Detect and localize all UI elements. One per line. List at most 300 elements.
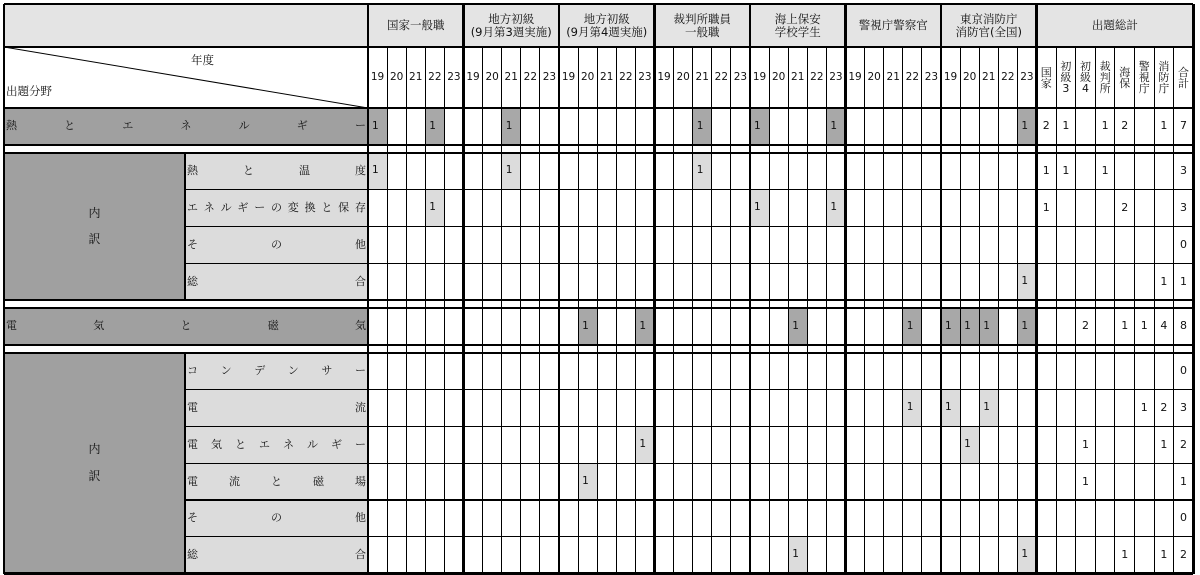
data-cell	[998, 463, 1017, 500]
data-cell	[540, 308, 559, 345]
data-cell: 1	[1017, 308, 1036, 345]
data-cell	[444, 353, 463, 390]
data-cell	[521, 153, 540, 190]
data-cell	[769, 153, 788, 190]
data-cell	[1017, 353, 1036, 390]
data-cell: 1	[788, 308, 807, 345]
data-cell: 1	[826, 190, 845, 227]
data-cell	[444, 537, 463, 574]
exam-group-header: 東京消防庁 消防官(全国)	[941, 4, 1037, 47]
data-cell	[578, 500, 597, 537]
year-header: 22	[712, 47, 731, 108]
data-cell	[559, 426, 578, 463]
grid-line	[902, 47, 903, 574]
total-cell	[1154, 190, 1174, 227]
data-cell	[998, 537, 1017, 574]
total-cell	[1056, 353, 1076, 390]
data-cell	[807, 108, 826, 145]
total-cell	[1037, 353, 1057, 390]
data-cell	[769, 226, 788, 263]
data-cell	[597, 426, 616, 463]
data-cell	[655, 390, 674, 427]
grid-line	[3, 4, 6, 574]
grid-line	[578, 47, 579, 574]
data-cell	[731, 353, 750, 390]
data-cell: 1	[1017, 263, 1036, 300]
total-cell: 1	[1095, 153, 1115, 190]
grid-line	[597, 47, 598, 574]
grid-line	[1075, 47, 1076, 574]
grid-line	[185, 389, 1193, 390]
total-cell	[1076, 108, 1096, 145]
data-cell	[807, 463, 826, 500]
data-cell	[998, 263, 1017, 300]
total-cell: 2	[1174, 537, 1194, 574]
data-cell	[444, 500, 463, 537]
data-cell	[788, 463, 807, 500]
data-cell	[941, 353, 960, 390]
data-cell	[521, 308, 540, 345]
data-cell	[655, 190, 674, 227]
data-cell	[635, 390, 654, 427]
total-cell	[1115, 463, 1135, 500]
data-cell	[387, 108, 406, 145]
grid-line	[501, 47, 502, 574]
data-cell	[922, 390, 941, 427]
data-cell	[635, 263, 654, 300]
data-cell	[406, 463, 425, 500]
data-cell	[655, 500, 674, 537]
data-cell	[769, 263, 788, 300]
data-cell	[444, 263, 463, 300]
data-cell	[425, 153, 444, 190]
data-cell	[387, 426, 406, 463]
data-cell: 1	[693, 153, 712, 190]
data-cell	[712, 190, 731, 227]
data-cell	[826, 353, 845, 390]
data-cell	[674, 108, 693, 145]
total-cell	[1076, 537, 1096, 574]
data-cell	[941, 153, 960, 190]
data-cell	[616, 426, 635, 463]
total-cell	[1056, 263, 1076, 300]
data-cell	[368, 190, 387, 227]
data-cell	[578, 353, 597, 390]
grid-line	[653, 4, 656, 574]
data-cell	[941, 263, 960, 300]
data-cell	[846, 108, 865, 145]
total-cell	[1115, 226, 1135, 263]
data-cell	[635, 353, 654, 390]
data-cell	[903, 226, 922, 263]
grid-line	[367, 4, 370, 574]
data-cell	[922, 108, 941, 145]
year-header: 23	[1017, 47, 1036, 108]
data-cell	[674, 426, 693, 463]
data-cell	[884, 463, 903, 500]
data-cell	[483, 108, 502, 145]
data-cell	[444, 108, 463, 145]
data-cell	[1017, 226, 1036, 263]
total-cell: 1	[1115, 537, 1135, 574]
data-cell	[425, 226, 444, 263]
data-cell	[960, 108, 979, 145]
data-cell	[884, 500, 903, 537]
data-cell	[884, 537, 903, 574]
total-cell	[1037, 426, 1057, 463]
total-cell	[1115, 353, 1135, 390]
data-cell	[540, 263, 559, 300]
data-cell	[597, 390, 616, 427]
data-cell	[826, 226, 845, 263]
total-cell	[1135, 463, 1155, 500]
data-cell: 1	[502, 153, 521, 190]
data-cell	[826, 426, 845, 463]
data-cell	[750, 500, 769, 537]
grid-line	[979, 47, 980, 574]
exam-group-header: 警視庁警察官	[846, 4, 942, 47]
data-cell	[444, 153, 463, 190]
data-cell	[693, 353, 712, 390]
grid-line	[998, 47, 999, 574]
grid-line	[185, 226, 1193, 227]
total-cell: 1	[1154, 426, 1174, 463]
total-cell	[1076, 353, 1096, 390]
data-cell	[368, 463, 387, 500]
data-cell: 1	[979, 390, 998, 427]
data-cell	[712, 537, 731, 574]
data-cell	[941, 500, 960, 537]
data-cell	[712, 500, 731, 537]
data-cell	[922, 153, 941, 190]
data-cell	[750, 390, 769, 427]
total-cell	[1115, 153, 1135, 190]
total-cell: 2	[1076, 308, 1096, 345]
total-cell	[1154, 226, 1174, 263]
data-cell	[769, 108, 788, 145]
summary-column-header: 国家	[1037, 47, 1057, 108]
year-header: 19	[368, 47, 387, 108]
data-cell	[559, 353, 578, 390]
data-cell	[597, 108, 616, 145]
data-cell	[425, 426, 444, 463]
year-header: 20	[387, 47, 406, 108]
data-cell	[750, 537, 769, 574]
data-cell	[559, 108, 578, 145]
grid-line	[826, 47, 827, 574]
year-header: 19	[941, 47, 960, 108]
data-cell	[387, 390, 406, 427]
total-cell: 2	[1037, 108, 1057, 145]
data-cell	[693, 537, 712, 574]
data-cell	[578, 190, 597, 227]
data-cell	[922, 263, 941, 300]
data-cell	[788, 263, 807, 300]
total-cell: 1	[1115, 308, 1135, 345]
data-cell	[655, 226, 674, 263]
data-cell: 1	[635, 308, 654, 345]
year-header: 19	[846, 47, 865, 108]
data-cell	[960, 463, 979, 500]
data-cell	[960, 153, 979, 190]
section-title: 熱 と エ ネ ル ギ ー	[4, 108, 368, 145]
data-cell	[922, 426, 941, 463]
grid-line	[482, 47, 483, 574]
data-cell	[464, 353, 483, 390]
summary-column-header: 初級4	[1076, 47, 1096, 108]
grid-line	[711, 47, 712, 574]
data-cell	[521, 263, 540, 300]
data-cell	[960, 190, 979, 227]
grid-line	[844, 4, 847, 574]
data-cell	[884, 153, 903, 190]
data-cell	[368, 308, 387, 345]
grid-line	[4, 344, 1193, 347]
data-cell	[731, 390, 750, 427]
data-cell	[979, 500, 998, 537]
year-header: 21	[406, 47, 425, 108]
grid-line	[1173, 47, 1174, 574]
data-cell	[826, 153, 845, 190]
data-cell	[540, 190, 559, 227]
total-cell: 1	[1135, 390, 1155, 427]
data-cell	[922, 308, 941, 345]
year-header: 23	[540, 47, 559, 108]
data-cell	[960, 263, 979, 300]
data-cell	[540, 108, 559, 145]
subcategory-label: 電 流	[185, 390, 368, 427]
year-header: 20	[960, 47, 979, 108]
data-cell	[521, 190, 540, 227]
total-cell	[1037, 500, 1057, 537]
total-cell	[1056, 226, 1076, 263]
data-cell	[865, 308, 884, 345]
data-cell	[693, 226, 712, 263]
grid-line	[4, 152, 1193, 155]
exam-group-header: 裁判所職員 一般職	[655, 4, 751, 47]
data-cell	[1017, 153, 1036, 190]
data-cell	[444, 463, 463, 500]
section-title: 電 気 と 磁 気	[4, 308, 368, 345]
data-cell	[387, 263, 406, 300]
data-cell	[674, 263, 693, 300]
total-cell	[1095, 308, 1115, 345]
data-cell	[998, 226, 1017, 263]
data-cell	[559, 263, 578, 300]
data-cell	[406, 426, 425, 463]
total-cell	[1095, 537, 1115, 574]
data-cell	[559, 190, 578, 227]
data-cell	[387, 308, 406, 345]
data-cell	[502, 500, 521, 537]
data-cell	[483, 390, 502, 427]
data-cell	[941, 463, 960, 500]
data-cell	[750, 226, 769, 263]
data-cell	[655, 263, 674, 300]
data-cell	[655, 426, 674, 463]
grid-line	[921, 47, 922, 574]
data-cell	[903, 537, 922, 574]
data-cell	[1017, 390, 1036, 427]
data-cell	[731, 263, 750, 300]
data-cell: 1	[368, 108, 387, 145]
data-cell	[712, 226, 731, 263]
data-cell	[865, 500, 884, 537]
grid-line	[4, 572, 1193, 575]
total-cell	[1076, 390, 1096, 427]
data-cell	[750, 353, 769, 390]
data-cell	[807, 226, 826, 263]
total-cell: 7	[1174, 108, 1194, 145]
data-cell	[884, 108, 903, 145]
data-cell	[941, 537, 960, 574]
data-cell	[616, 308, 635, 345]
total-cell: 4	[1154, 308, 1174, 345]
data-cell	[788, 353, 807, 390]
data-cell: 1	[979, 308, 998, 345]
data-cell	[540, 353, 559, 390]
grid-line	[4, 3, 1193, 6]
data-cell: 1	[826, 108, 845, 145]
data-cell	[884, 353, 903, 390]
data-cell	[731, 108, 750, 145]
total-cell	[1095, 500, 1115, 537]
exam-group-header: 国家一般職	[368, 4, 464, 47]
data-cell	[903, 153, 922, 190]
data-cell	[807, 190, 826, 227]
data-cell	[750, 308, 769, 345]
header-blank	[4, 4, 368, 47]
data-cell	[788, 500, 807, 537]
exam-group-header: 海上保安 学校学生	[750, 4, 846, 47]
data-cell	[979, 226, 998, 263]
grid-line	[1035, 4, 1038, 574]
total-cell	[1095, 463, 1115, 500]
data-cell	[464, 500, 483, 537]
grid-line	[1017, 47, 1018, 574]
data-cell	[425, 353, 444, 390]
data-cell	[444, 308, 463, 345]
data-cell	[788, 390, 807, 427]
grid-line	[185, 189, 1193, 190]
data-cell	[597, 190, 616, 227]
data-cell	[368, 353, 387, 390]
data-cell	[712, 426, 731, 463]
data-cell	[922, 500, 941, 537]
data-cell	[1017, 190, 1036, 227]
data-cell	[635, 153, 654, 190]
data-cell	[521, 226, 540, 263]
data-cell	[712, 308, 731, 345]
data-cell	[712, 153, 731, 190]
total-cell	[1037, 537, 1057, 574]
data-cell	[998, 308, 1017, 345]
exam-group-header: 地方初級 (9月第3週実施)	[464, 4, 560, 47]
data-cell	[406, 353, 425, 390]
data-cell	[998, 500, 1017, 537]
grid-line	[520, 47, 521, 574]
total-cell	[1154, 463, 1174, 500]
data-cell	[483, 537, 502, 574]
data-cell	[807, 153, 826, 190]
data-cell	[597, 463, 616, 500]
total-cell: 0	[1174, 500, 1194, 537]
total-cell	[1115, 500, 1135, 537]
diagonal-divider	[4, 47, 368, 108]
grid-line	[1056, 47, 1057, 574]
data-cell	[731, 500, 750, 537]
total-cell	[1095, 263, 1115, 300]
data-cell	[731, 463, 750, 500]
year-header: 21	[788, 47, 807, 108]
summary-column-header: 警視庁	[1135, 47, 1155, 108]
data-cell: 1	[960, 308, 979, 345]
data-cell	[540, 390, 559, 427]
year-header: 22	[903, 47, 922, 108]
data-cell	[693, 500, 712, 537]
grid-line	[387, 47, 388, 574]
total-cell	[1135, 353, 1155, 390]
grid-line	[4, 307, 1193, 310]
total-cell	[1056, 390, 1076, 427]
data-cell	[769, 353, 788, 390]
data-cell	[998, 353, 1017, 390]
data-cell	[826, 390, 845, 427]
data-cell	[616, 153, 635, 190]
data-cell	[865, 463, 884, 500]
data-cell	[406, 153, 425, 190]
data-cell	[464, 390, 483, 427]
data-cell	[578, 537, 597, 574]
data-cell	[960, 353, 979, 390]
total-cell: 3	[1174, 190, 1194, 227]
data-cell	[616, 190, 635, 227]
data-cell	[693, 308, 712, 345]
data-cell	[998, 108, 1017, 145]
data-cell	[769, 190, 788, 227]
data-cell: 1	[903, 390, 922, 427]
data-cell	[731, 190, 750, 227]
data-cell	[846, 353, 865, 390]
data-cell	[635, 226, 654, 263]
subcategory-label: エ ネ ル ギ ー の 変 換 と 保 存	[185, 190, 368, 227]
data-cell	[979, 463, 998, 500]
data-cell	[769, 426, 788, 463]
total-cell: 0	[1174, 226, 1194, 263]
data-cell	[998, 190, 1017, 227]
year-header: 20	[769, 47, 788, 108]
breakdown-label: 内 訳	[4, 353, 185, 574]
data-cell	[425, 390, 444, 427]
total-cell: 1	[1056, 108, 1076, 145]
data-cell	[444, 426, 463, 463]
data-cell	[444, 226, 463, 263]
total-cell	[1135, 153, 1155, 190]
data-cell	[769, 463, 788, 500]
data-cell	[616, 108, 635, 145]
grid-line	[673, 47, 674, 574]
data-cell	[444, 190, 463, 227]
total-cell	[1076, 226, 1096, 263]
data-cell	[979, 537, 998, 574]
total-cell	[1135, 263, 1155, 300]
data-cell	[922, 353, 941, 390]
data-cell	[865, 537, 884, 574]
data-cell	[846, 263, 865, 300]
year-header: 22	[521, 47, 540, 108]
year-header: 22	[616, 47, 635, 108]
grid-line	[185, 426, 1193, 427]
